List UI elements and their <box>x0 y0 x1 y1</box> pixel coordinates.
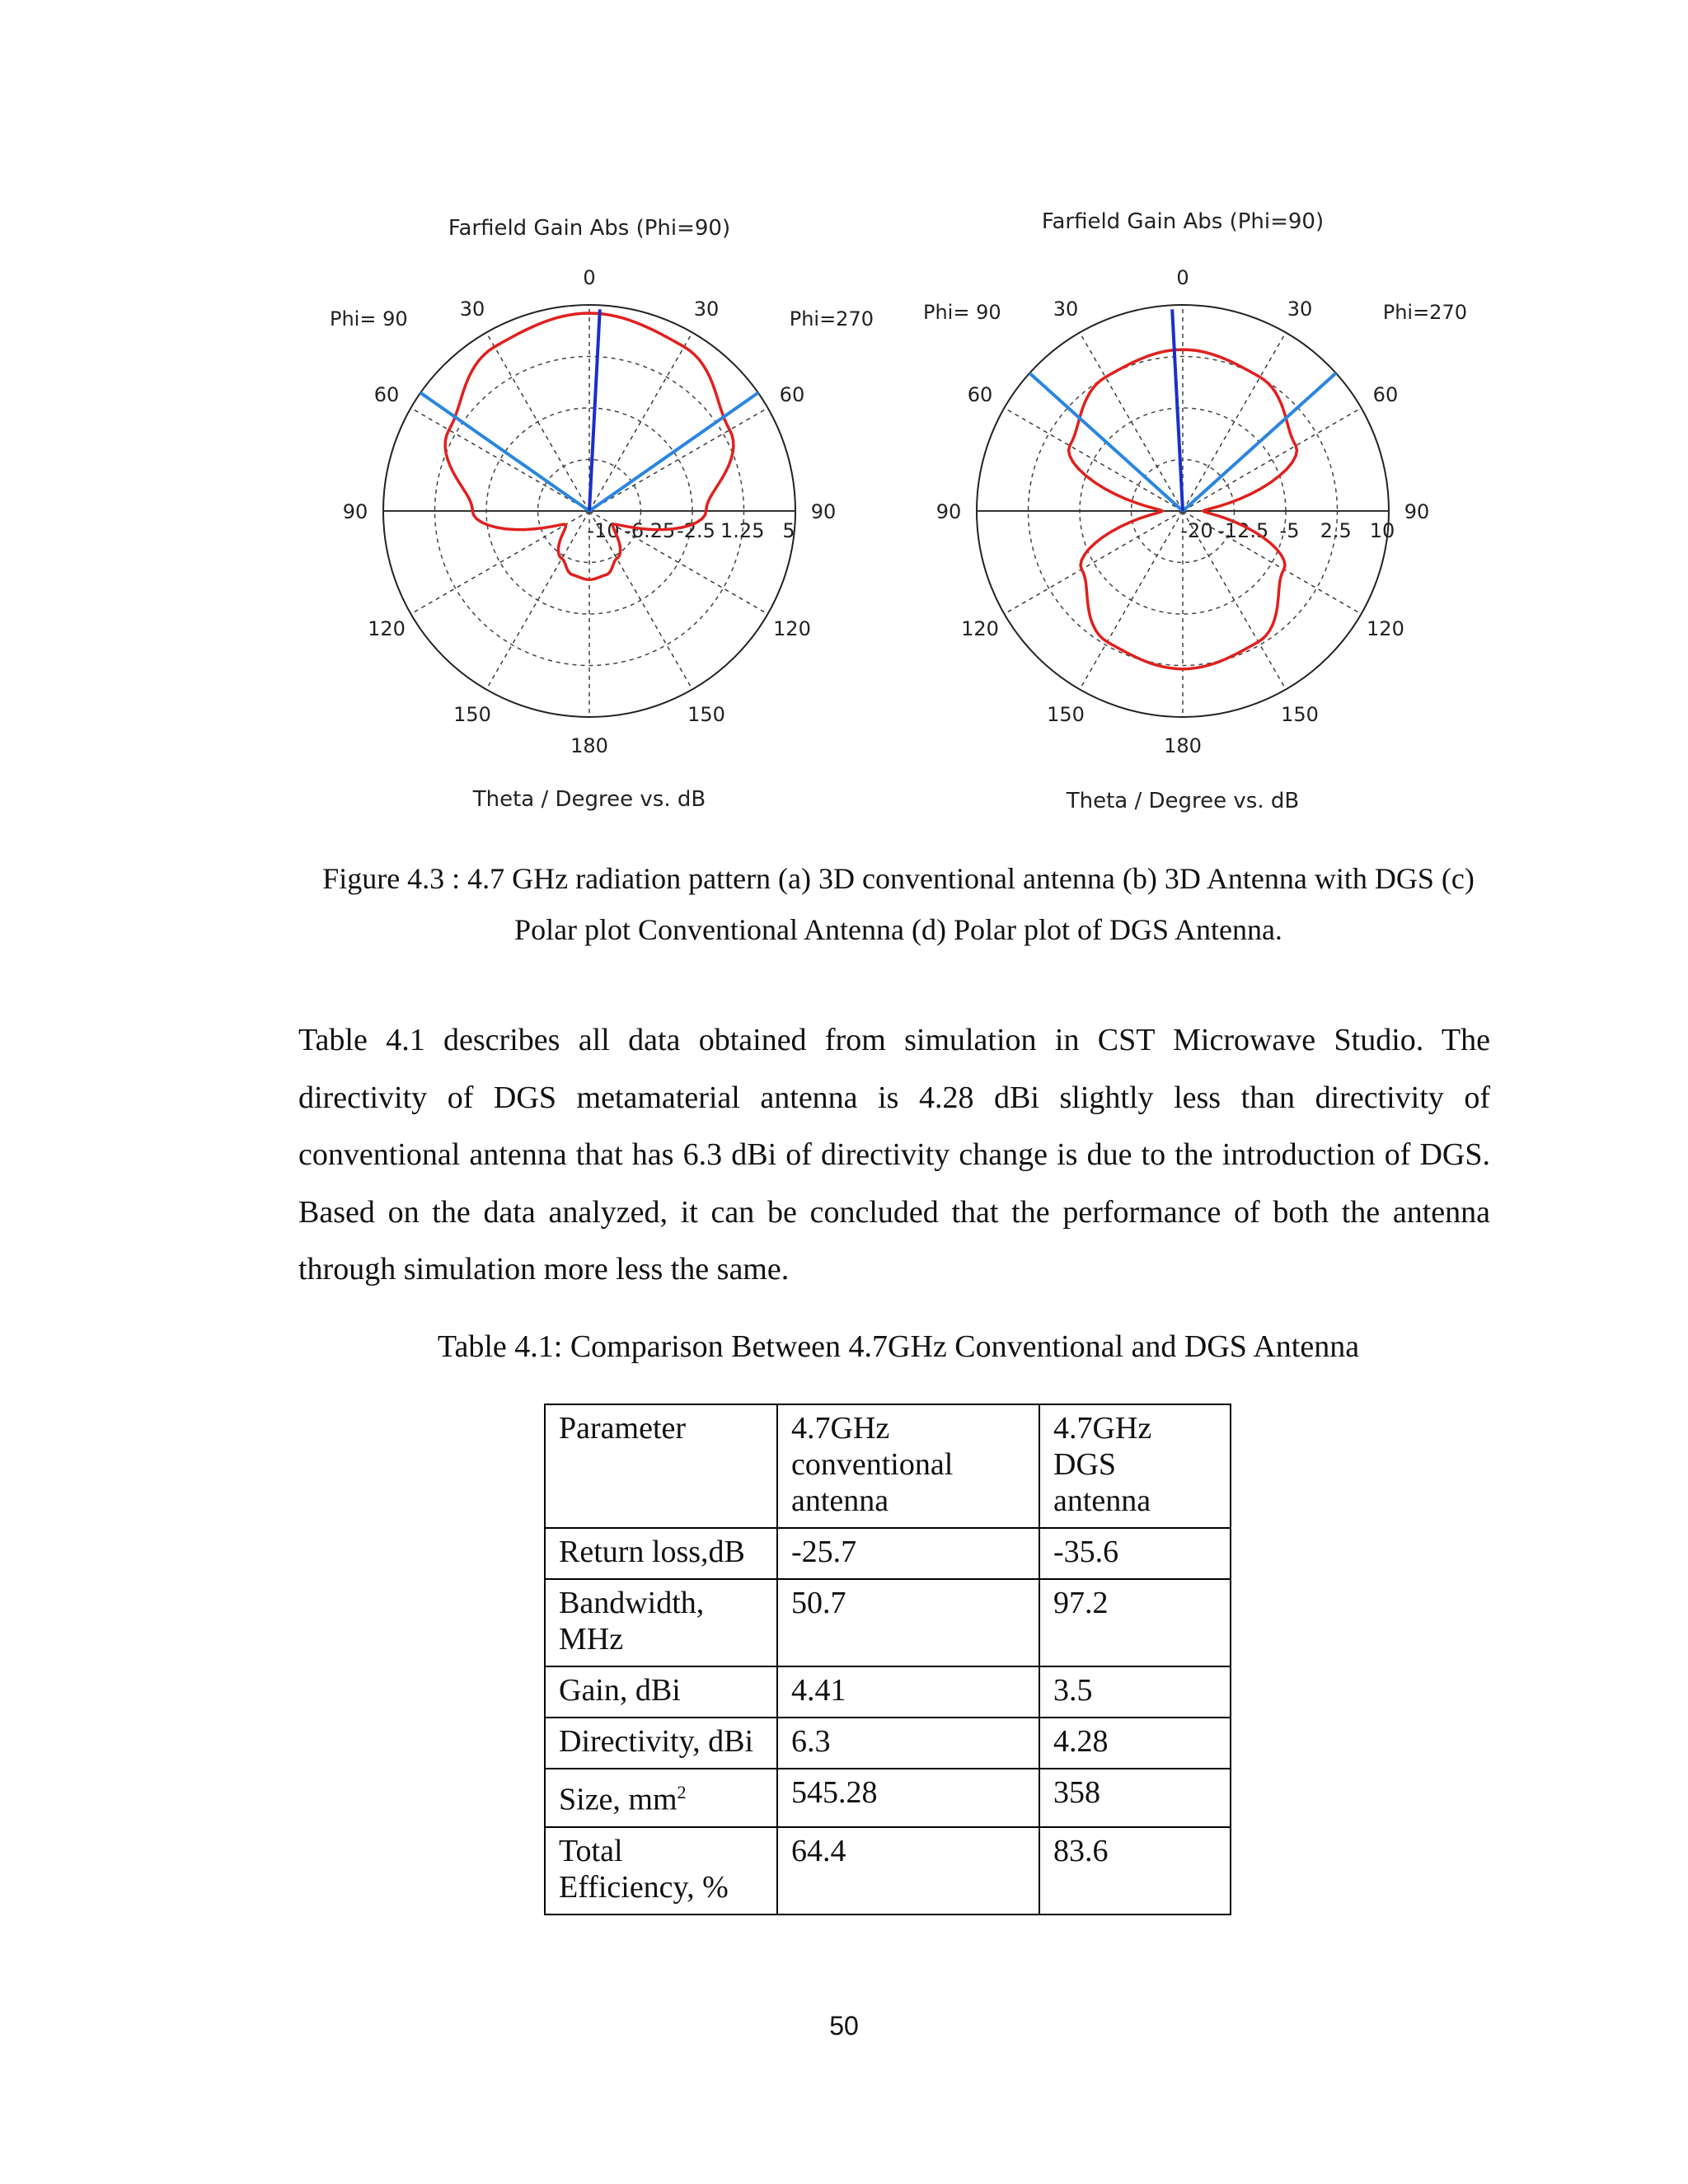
radial-tick-label: 1.25 <box>720 519 765 542</box>
table-title: Table 4.1: Comparison Between 4.7GHz Conventional and DGS Antenna <box>437 1329 1360 1364</box>
grid-spoke <box>486 511 589 690</box>
grid-spoke <box>1004 511 1183 614</box>
angle-label: 90 <box>1404 500 1430 523</box>
table-row <box>545 1827 1231 1915</box>
angle-label: 30 <box>693 298 720 321</box>
conv-cell: 50.7 <box>777 1579 1039 1666</box>
angle-label: 150 <box>1047 702 1085 726</box>
radial-tick-label: 10 <box>1369 519 1395 542</box>
angle-label: 90 <box>810 500 837 523</box>
dgs-cell: 83.6 <box>1039 1827 1231 1915</box>
page-number: 50 <box>829 2011 859 2041</box>
phi-right-label: Phi=270 <box>1382 301 1467 324</box>
grid-spoke <box>589 408 768 511</box>
table-row <box>545 1769 1231 1827</box>
angle-label: 120 <box>1367 617 1404 640</box>
radial-tick-label: 5 <box>782 519 795 542</box>
angle-label: 30 <box>1287 298 1313 321</box>
radial-tick-label: -5 <box>1279 519 1300 542</box>
angle-label: 120 <box>961 617 999 640</box>
axis-label: Theta / Degree vs. dB <box>1066 789 1300 813</box>
superscript: 2 <box>677 1782 687 1802</box>
conv-cell: -25.7 <box>777 1528 1039 1579</box>
param-cell: Total Efficiency, % <box>545 1827 777 1915</box>
conv-cell: 545.28 <box>777 1769 1039 1827</box>
angle-label: 60 <box>1372 383 1399 406</box>
angle-label: 30 <box>459 298 485 321</box>
param-cell: Return loss,dB <box>545 1528 777 1579</box>
grid-spoke <box>1004 408 1183 511</box>
conv-cell: 4.41 <box>777 1666 1039 1718</box>
header-cell: Parameter <box>545 1404 777 1528</box>
table-row <box>545 1718 1231 1769</box>
grid-spoke <box>410 408 589 511</box>
angle-label: 150 <box>687 702 725 726</box>
main-lobe-line <box>589 309 600 511</box>
paragraph-text: Table 4.1 describes all data obtained from simulation in CST Microwave Studio. The directivity of DGS metamaterial antenna is 4.28 dBi slightly less than directivity of conventional antenna that has 6.3 dBi of directivity change is due to the introduction of DGS. Based on the data analyzed, it can be concluded that the performance of both the antenna through simulation more less the same. <box>298 1023 1490 1286</box>
angle-label: 120 <box>773 617 811 640</box>
radial-tick-label: -2.5 <box>677 519 715 542</box>
radial-tick-label: -6.25 <box>624 519 676 542</box>
param-cell: Gain, dBi <box>545 1666 777 1718</box>
caption-line-2: Polar plot Conventional Antenna (d) Polar plot of DGS Antenna. <box>514 913 1282 946</box>
plot-title: Farfield Gain Abs (Phi=90) <box>448 216 731 241</box>
dgs-cell: 3.5 <box>1039 1666 1231 1718</box>
angle-label: 0 <box>1176 266 1189 289</box>
angle-label: 150 <box>1281 702 1319 726</box>
radial-tick-label: 2.5 <box>1320 519 1352 542</box>
header-cell: 4.7GHz DGS antenna <box>1039 1404 1231 1528</box>
radial-tick-label: -12.5 <box>1217 519 1269 542</box>
conv-cell: 64.4 <box>777 1827 1039 1915</box>
grid-spoke <box>410 511 589 614</box>
angle-label: 60 <box>373 383 400 406</box>
phi-left-label: Phi= 90 <box>330 307 408 330</box>
angle-label: 90 <box>342 500 368 523</box>
grid-spoke <box>486 332 589 511</box>
table-row <box>545 1666 1231 1718</box>
phi-left-label: Phi= 90 <box>923 301 1001 324</box>
header-cell: 4.7GHz conventional antenna <box>777 1404 1039 1528</box>
param-cell: Directivity, dBi <box>545 1718 777 1769</box>
angle-label: 120 <box>368 617 406 640</box>
main-lobe-line <box>1172 309 1183 511</box>
comparison-table <box>544 1404 1231 1915</box>
param-cell <box>545 1769 777 1827</box>
table-row <box>545 1579 1231 1666</box>
conv-cell: 6.3 <box>777 1718 1039 1769</box>
grid-spoke <box>589 332 692 511</box>
radial-tick-label: -20 <box>1180 519 1213 542</box>
polar-plot-conventional <box>313 198 890 824</box>
param-text: Size, mm <box>559 1782 678 1817</box>
figure-caption <box>247 853 1550 955</box>
radial-tick-label: -10 <box>587 519 620 542</box>
table-header-row <box>545 1404 1231 1528</box>
grid-spoke <box>1183 408 1362 511</box>
polar-chart-svg <box>907 191 1484 824</box>
dgs-cell: 4.28 <box>1039 1718 1231 1769</box>
param-cell: Bandwidth, MHz <box>545 1579 777 1666</box>
angle-label: 0 <box>583 266 596 289</box>
plot-title: Farfield Gain Abs (Phi=90) <box>1041 209 1325 234</box>
angle-label: 30 <box>1053 298 1079 321</box>
polar-chart-svg <box>313 198 890 824</box>
angle-label: 150 <box>453 702 491 726</box>
angle-label: 60 <box>779 383 805 406</box>
caption-line-1: Figure 4.3 : 4.7 GHz radiation pattern (a) 3D conventional antenna (b) 3D Antenna with DGS (c) <box>322 862 1475 895</box>
table-row <box>545 1528 1231 1579</box>
dgs-cell: 358 <box>1039 1769 1231 1827</box>
angle-label: 180 <box>570 734 608 757</box>
angle-label: 60 <box>967 383 993 406</box>
grid-spoke <box>1080 511 1183 690</box>
phi-right-label: Phi=270 <box>789 307 874 330</box>
body-paragraph <box>298 1012 1490 1299</box>
angle-label: 90 <box>935 500 962 523</box>
dgs-cell: -35.6 <box>1039 1528 1231 1579</box>
dgs-cell: 97.2 <box>1039 1579 1231 1666</box>
axis-label: Theta / Degree vs. dB <box>472 787 706 812</box>
polar-plot-dgs <box>907 191 1484 824</box>
angle-label: 180 <box>1164 734 1202 757</box>
